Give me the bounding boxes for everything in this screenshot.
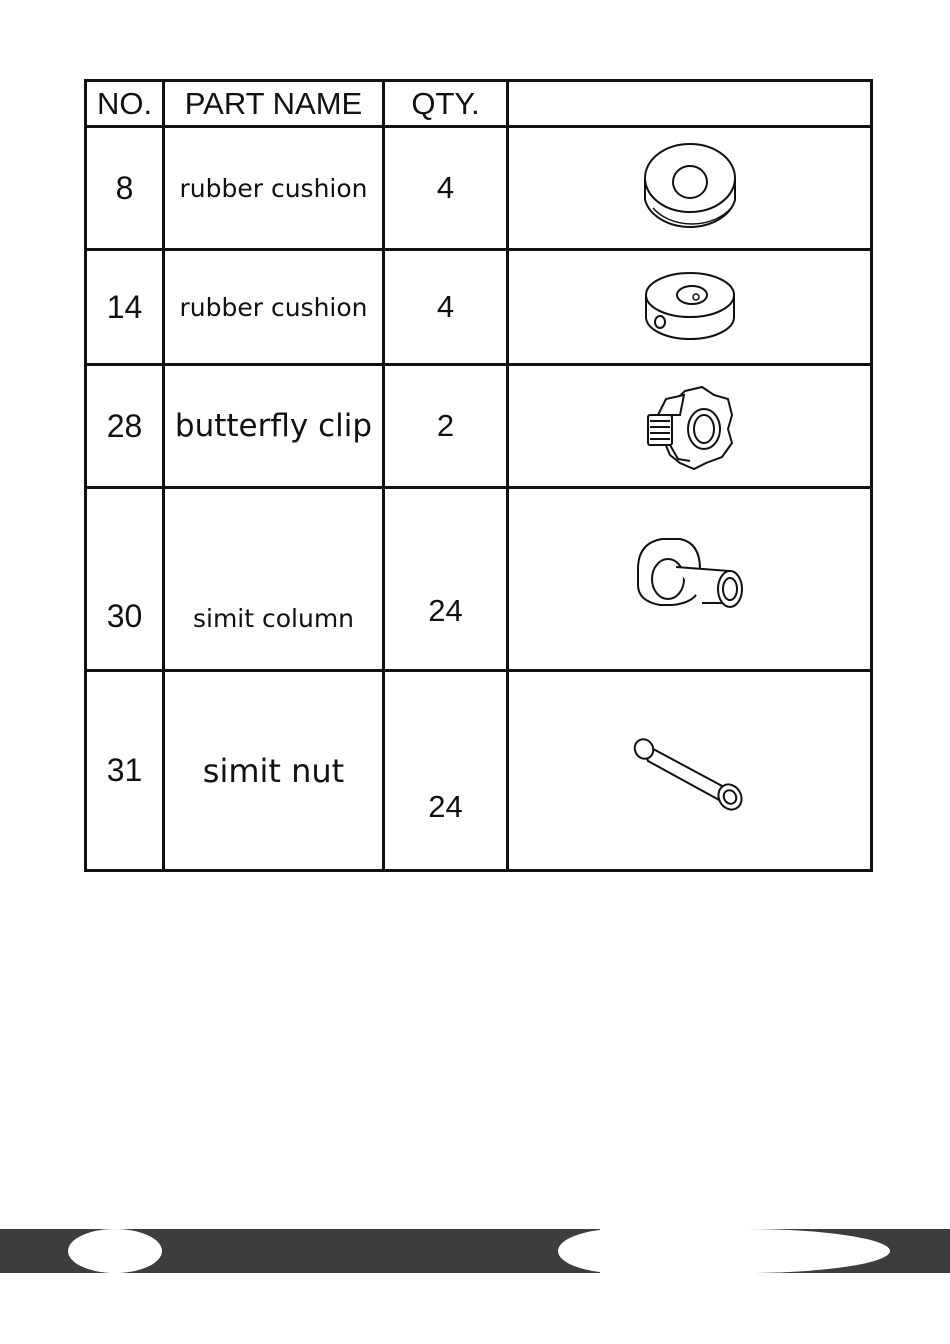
parts-table (84, 79, 873, 872)
part-name: simit nut (164, 671, 384, 871)
part-image-cell (508, 127, 872, 250)
part-image-cell (508, 488, 872, 671)
part-image-cell (508, 250, 872, 365)
part-number: 31 (86, 671, 164, 871)
table-row (86, 250, 872, 365)
part-qty: 4 (384, 127, 508, 250)
part-name: simit column (164, 488, 384, 671)
part-number: 14 (86, 250, 164, 365)
part-qty: 2 (384, 365, 508, 488)
header-qty: QTY. (384, 81, 508, 127)
part-qty: 24 (384, 671, 508, 871)
footer-band (0, 1229, 950, 1273)
tube-nut-icon (630, 721, 750, 821)
table-row (86, 365, 872, 488)
table-row (86, 671, 872, 871)
footer-oval-right (600, 1229, 890, 1273)
part-number: 28 (86, 365, 164, 488)
stepped-column-icon (630, 529, 750, 629)
table-row (86, 488, 872, 671)
table-row (86, 127, 872, 250)
thick-ring-icon (635, 138, 745, 238)
header-image (508, 81, 872, 127)
butterfly-clip-icon (640, 381, 740, 471)
drilled-ring-icon (640, 267, 740, 347)
table-header-row (86, 81, 872, 127)
part-number: 8 (86, 127, 164, 250)
part-qty: 24 (384, 488, 508, 671)
part-number: 30 (86, 488, 164, 671)
part-name: rubber cushion (164, 127, 384, 250)
footer-oval-left (68, 1229, 162, 1273)
header-no: NO. (86, 81, 164, 127)
part-qty: 4 (384, 250, 508, 365)
part-name: butterfly clip (164, 365, 384, 488)
part-name: rubber cushion (164, 250, 384, 365)
part-image-cell (508, 365, 872, 488)
header-part-name: PART NAME (164, 81, 384, 127)
part-image-cell (508, 671, 872, 871)
